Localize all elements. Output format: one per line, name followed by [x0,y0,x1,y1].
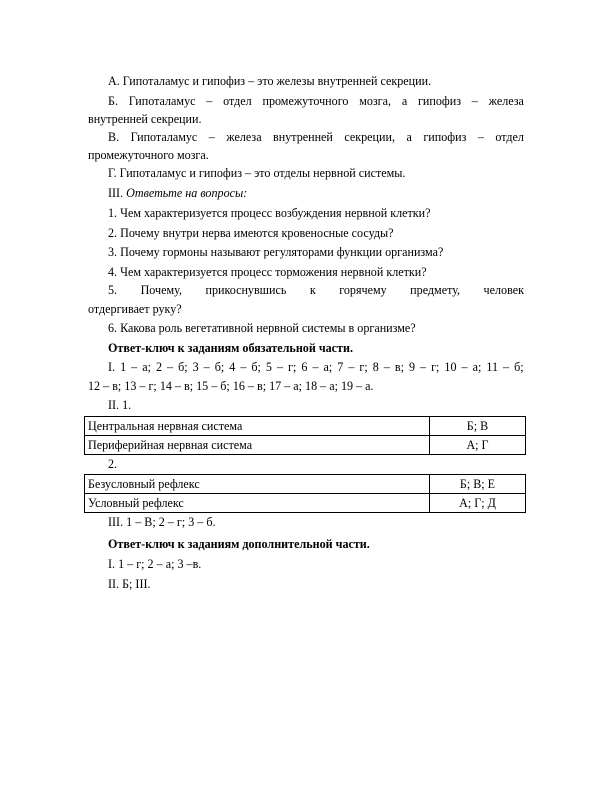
word: отдел [495,130,524,144]
option-v-line1 [108,130,524,145]
key-main-heading: Ответ-ключ к заданиям обязательной части. [108,341,353,355]
word: 2 [155,360,162,374]
word: Почему, [140,283,182,297]
answer-table-1 [84,416,526,455]
word: в; [394,360,404,374]
table-cell-answer: А; Г [430,436,526,455]
key-part2-label2: 2. [108,457,118,471]
word: 6 [301,360,308,374]
word: – [420,360,427,374]
word: внутренней [273,130,333,144]
word: 5 [265,360,272,374]
table-cell-name: Условный рефлекс [85,494,430,513]
table-cell-answer: Б; В [430,417,526,436]
word: б; [214,360,225,374]
table-row [85,436,526,455]
key-part3: III. 1 – В; 2 – г; 3 – б. [108,515,216,529]
word: – [477,130,484,144]
word: Гипоталамус [130,130,198,144]
option-a: А. Гипоталамус и гипофиз – это железы внутренней секреции. [108,74,432,88]
word: горячему [339,283,387,297]
section3-heading-text: Ответьте на вопросы: [126,186,248,200]
key-extra-heading: Ответ-ключ к заданиям дополнительной части. [108,537,370,551]
word: промежуточного [262,94,349,108]
word: человек [483,283,524,297]
table-row [85,494,526,513]
word: б; [514,360,524,374]
word: – [167,360,174,374]
word: железа [488,94,524,108]
question-2: 2. Почему внутри нерва имеются кровеносные сосуды? [108,226,394,240]
word: г; [431,360,440,374]
word: – [203,360,210,374]
word: 9 [408,360,415,374]
word: железа [226,130,262,144]
section3-heading-num: III. [108,186,124,200]
word: – [471,94,478,108]
option-v-line2: промежуточного мозга. [88,148,209,162]
key-main-line2: 12 – в; 13 – г; 14 – в; 15 – б; 16 – в; 17 – а; 18 – а; 19 – а. [88,379,374,393]
word: – [208,130,215,144]
option-b-line2: внутренней секреции. [88,112,202,126]
question-5-line2: отдергивает руку? [88,302,182,316]
word: а; [142,360,151,374]
word: 3 [192,360,199,374]
key-main-line1 [108,360,524,375]
word: а; [472,360,482,374]
word: 7 [337,360,344,374]
word: – [312,360,319,374]
word: прикоснувшись [205,283,287,297]
word: Б. [108,94,118,108]
table-row [85,417,526,436]
key-extra-line1: I. 1 – г; 2 – а; 3 –в. [108,557,202,571]
question-6: 6. Какова роль вегетативной нервной системы в организме? [108,321,416,335]
table-cell-name: Центральная нервная система [85,417,430,436]
word: – [131,360,138,374]
word: а [401,94,408,108]
key-extra-line2: II. Б; III. [108,577,151,591]
word: В. [108,130,120,144]
word: гипофиз [423,130,467,144]
word: – [348,360,355,374]
word: б; [178,360,188,374]
word: а; [323,360,333,374]
table-cell-answer: Б; В; Е [430,475,526,494]
table-cell-name: Периферийная нервная система [85,436,430,455]
word: – [206,94,213,108]
word: – [383,360,390,374]
table-cell-name: Безусловный рефлекс [85,475,430,494]
question-4: 4. Чем характеризуется процесс торможения нервной клетки? [108,265,427,279]
table-row [85,475,526,494]
word: I. [108,360,116,374]
question-5-line1 [108,283,524,298]
table-cell-answer: А; Г; Д [430,494,526,513]
word: а [406,130,412,144]
option-b-line1 [108,94,524,109]
word: – [276,360,284,374]
word: 1 [120,360,127,374]
word: 5. [108,283,118,297]
option-g: Г. Гипоталамус и гипофиз – это отделы нервной системы. [108,166,406,180]
word: отдел [223,94,252,108]
word: к [309,283,316,297]
word: 10 [444,360,457,374]
word: 4 [229,360,236,374]
word: Гипоталамус [128,94,196,108]
word: б; [251,360,261,374]
question-3: 3. Почему гормоны называют регуляторами функции организма? [108,245,444,259]
word: – [240,360,247,374]
word: 8 [372,360,379,374]
word: г; [288,360,297,374]
question-1: 1. Чем характеризуется процесс возбуждения нервной клетки? [108,206,431,220]
word: – [461,360,468,374]
word: 11 [486,360,498,374]
word: предмету, [410,283,461,297]
word: г; [359,360,368,374]
word: – [503,360,510,374]
word: мозга, [359,94,392,108]
key-part2-label: II. 1. [108,398,132,412]
word: гипофиз [417,94,462,108]
answer-table-2 [84,474,526,513]
word: секреции, [344,130,395,144]
section3-heading [108,186,247,201]
